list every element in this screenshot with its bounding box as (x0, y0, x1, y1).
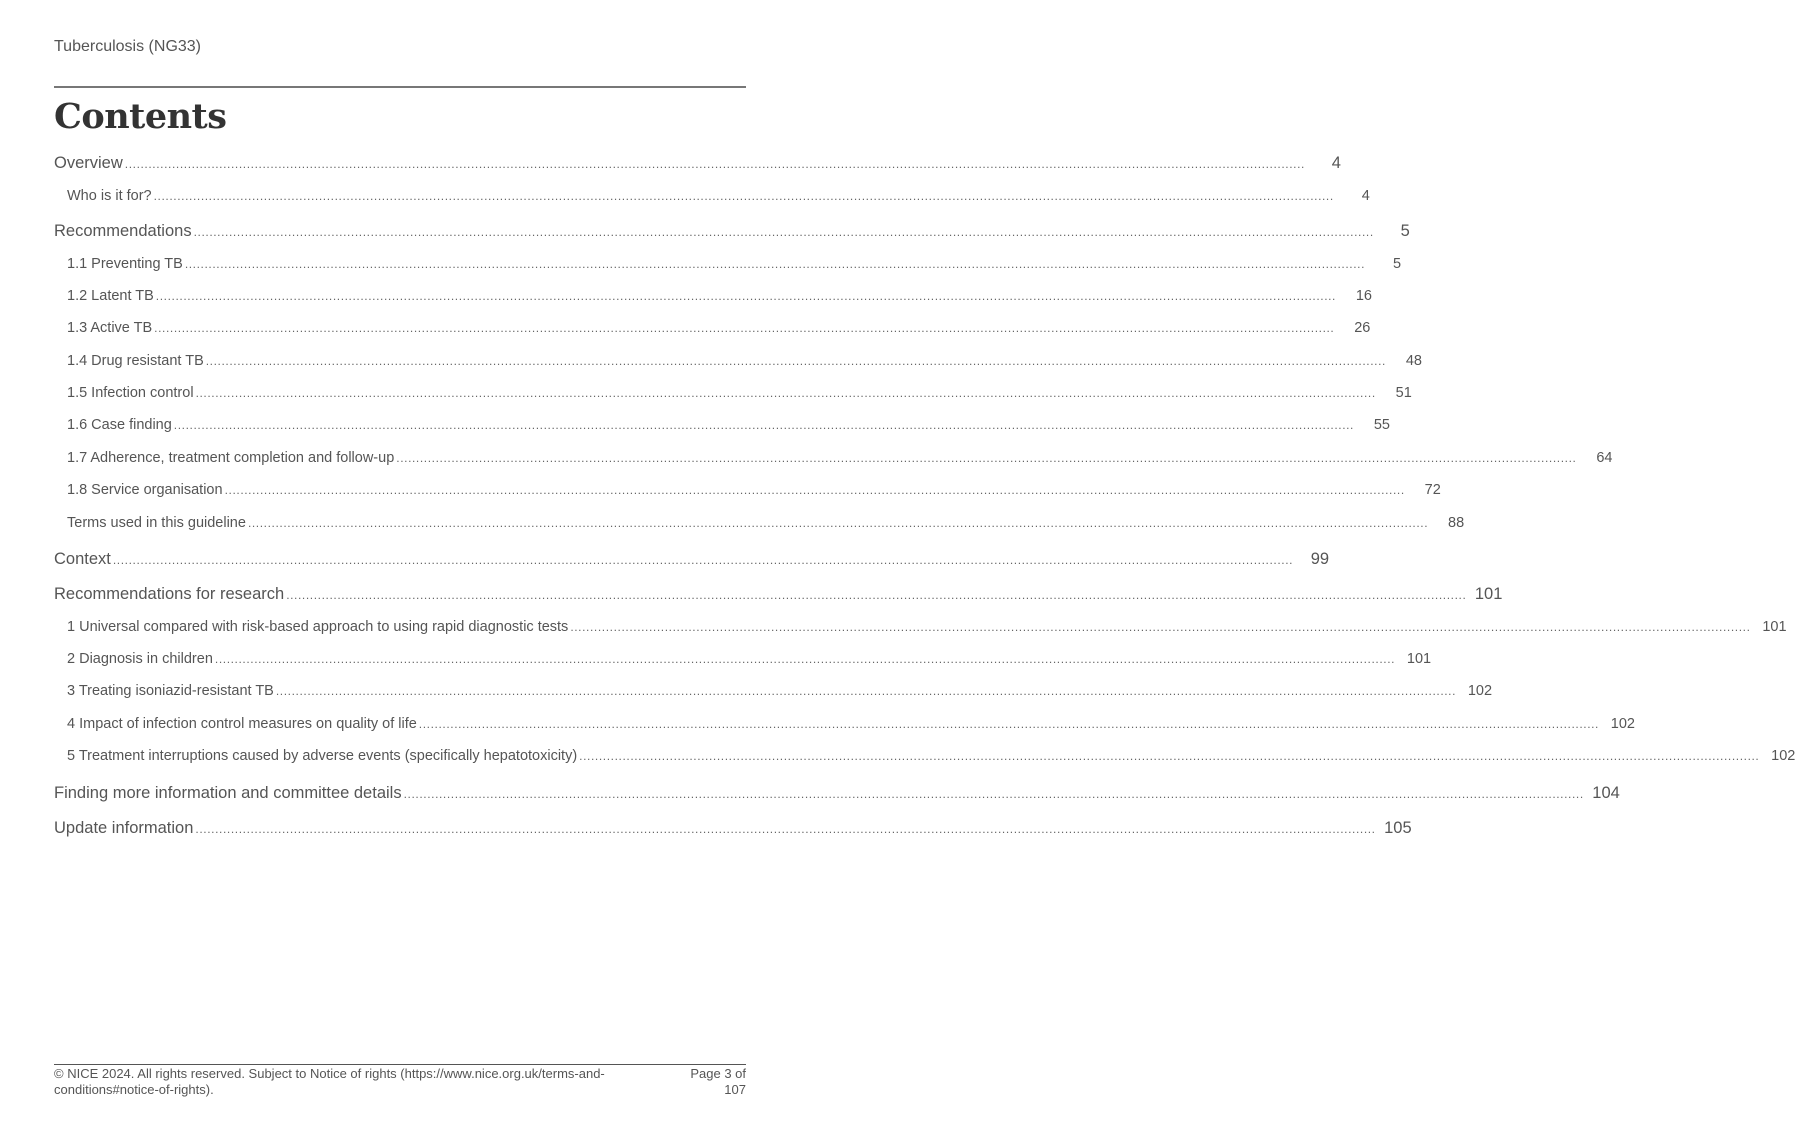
toc-entry-label: Overview (54, 154, 123, 172)
dot-leader: ............................................................................................................................................................................................................................................................................................................ (154, 321, 1335, 335)
dot-leader: ............................................................................................................................................................................................................................................................................................................ (403, 787, 1584, 801)
dot-leader: ............................................................................................................................................................................................................................................................................................................ (195, 822, 1376, 836)
footer-copyright: © NICE 2024. All rights reserved. Subject to Notice of rights (https://www.nice.org.uk/terms-and-conditions#notice-of-rights). (54, 1066, 605, 1097)
dot-leader: ............................................................................................................................................................................................................................................................................................................ (286, 588, 1467, 602)
toc-entry-page: 102 (1771, 748, 1795, 764)
dot-leader: ............................................................................................................................................................................................................................................................................................................ (124, 157, 1305, 171)
toc-entry-label: Context (54, 550, 111, 568)
toc-entry-adherence[interactable] (54, 450, 1613, 466)
toc-entry-page: 102 (1467, 683, 1493, 699)
running-header: Tuberculosis (NG33) (54, 38, 202, 55)
toc-entry-label: 4 Impact of infection control measures on quality of life (67, 716, 417, 732)
dot-leader: ............................................................................................................................................................................................................................................................................................................ (224, 483, 1405, 497)
dot-leader: ............................................................................................................................................................................................................................................................................................................ (155, 289, 1336, 303)
toc-entry-page: 104 (1592, 784, 1620, 802)
footer-page-indicator: Page 3 of 107 (690, 1066, 746, 1097)
dot-leader: ............................................................................................................................................................................................................................................................................................................ (275, 684, 1457, 698)
toc-entry-research-treatment-interruptions[interactable] (54, 748, 1795, 764)
toc-entry-label: 1.2 Latent TB (67, 288, 154, 304)
toc-entry-page: 48 (1405, 353, 1422, 369)
footer-divider (54, 1064, 746, 1065)
toc-entry-page: 5 (1400, 222, 1410, 240)
toc-entry-page: 64 (1596, 450, 1613, 466)
toc-entry-overview[interactable] (54, 154, 1341, 173)
toc-entry-label: 1.8 Service organisation (67, 482, 223, 498)
toc-entry-terms-used[interactable] (54, 515, 1465, 531)
toc-entry-page: 4 (1361, 188, 1370, 204)
toc-entry-page: 4 (1331, 154, 1341, 172)
toc-entry-label: 1.6 Case finding (67, 417, 172, 433)
toc-entry-label: 1.4 Drug resistant TB (67, 353, 204, 369)
toc-entry-case-finding[interactable] (54, 417, 1390, 433)
toc-entry-who-is-it-for[interactable] (54, 188, 1370, 204)
dot-leader: ............................................................................................................................................................................................................................................................................................................ (570, 620, 1751, 634)
dot-leader: ............................................................................................................................................................................................................................................................................................................ (214, 652, 1396, 666)
toc-entry-research-infection-control-qol[interactable] (54, 716, 1635, 732)
toc-entry-page: 55 (1373, 417, 1390, 433)
toc-entry-page: 72 (1424, 482, 1441, 498)
toc-entry-label: Recommendations (54, 222, 192, 240)
toc-entry-label: 1.1 Preventing TB (67, 256, 183, 272)
toc-entry-label: Finding more information and committee details (54, 784, 402, 802)
toc-entry-update-information[interactable] (54, 819, 1412, 838)
dot-leader: ............................................................................................................................................................................................................................................................................................................ (112, 553, 1294, 567)
toc-entry-page: 51 (1395, 385, 1412, 401)
toc-entry-label: Terms used in this guideline (67, 515, 246, 531)
toc-entry-research-universal-vs-risk-based[interactable] (54, 619, 1787, 635)
dot-leader: ............................................................................................................................................................................................................................................................................................................ (153, 189, 1334, 203)
toc-entry-recommendations[interactable] (54, 222, 1410, 241)
dot-leader: ............................................................................................................................................................................................................................................................................................................ (247, 516, 1429, 530)
dot-leader: ............................................................................................................................................................................................................................................................................................................ (579, 749, 1760, 763)
toc-entry-page: 101 (1406, 651, 1432, 667)
toc-entry-page: 101 (1474, 585, 1503, 603)
dot-leader: ............................................................................................................................................................................................................................................................................................................ (195, 386, 1376, 400)
toc-entry-label: Who is it for? (67, 188, 152, 204)
toc-entry-context[interactable] (54, 550, 1330, 569)
toc-entry-research-diagnosis-in-children[interactable] (54, 651, 1432, 667)
toc-entry-label: 2 Diagnosis in children (67, 651, 213, 667)
toc-entry-label: 1.7 Adherence, treatment completion and follow-up (67, 450, 395, 466)
page-title: Contents (54, 96, 227, 137)
header-divider (54, 86, 746, 88)
toc-entry-label: 1.5 Infection control (67, 385, 194, 401)
toc-entry-recommendations-for-research[interactable] (54, 585, 1503, 604)
toc-entry-page: 105 (1384, 819, 1412, 837)
dot-leader: ............................................................................................................................................................................................................................................................................................................ (205, 354, 1386, 368)
toc-entry-page: 5 (1392, 256, 1402, 272)
dot-leader: ............................................................................................................................................................................................................................................................................................................ (193, 225, 1374, 239)
toc-entry-label: 3 Treating isoniazid-resistant TB (67, 683, 274, 699)
dot-leader: ............................................................................................................................................................................................................................................................................................................ (184, 257, 1366, 271)
toc-entry-preventing-tb[interactable] (54, 256, 1402, 272)
toc-entry-label: Update information (54, 819, 194, 837)
toc-entry-infection-control[interactable] (54, 385, 1412, 401)
toc-entry-label: 5 Treatment interruptions caused by adverse events (specifically hepatotoxicity) (67, 748, 578, 764)
toc-entry-page: 101 (1762, 619, 1787, 635)
dot-leader: ............................................................................................................................................................................................................................................................................................................ (396, 451, 1577, 465)
toc-entry-page: 26 (1354, 320, 1371, 336)
toc-entry-finding-more-information[interactable] (54, 784, 1620, 803)
toc-entry-latent-tb[interactable] (54, 288, 1372, 304)
dot-leader: ............................................................................................................................................................................................................................................................................................................ (418, 717, 1599, 731)
toc-entry-label: 1.3 Active TB (67, 320, 153, 336)
toc-entry-service-organisation[interactable] (54, 482, 1441, 498)
toc-entry-page: 16 (1355, 288, 1372, 304)
dot-leader: ............................................................................................................................................................................................................................................................................................................ (173, 418, 1354, 432)
toc-entry-page: 102 (1610, 716, 1635, 732)
toc-entry-page: 88 (1448, 515, 1465, 531)
toc-entry-page: 99 (1310, 550, 1330, 568)
toc-entry-research-isoniazid-resistant[interactable] (54, 683, 1493, 699)
toc-entry-drug-resistant-tb[interactable] (54, 353, 1422, 369)
toc-entry-label: Recommendations for research (54, 585, 285, 603)
toc-entry-label: 1 Universal compared with risk-based approach to using rapid diagnostic tests (67, 619, 569, 635)
toc-entry-active-tb[interactable] (54, 320, 1371, 336)
